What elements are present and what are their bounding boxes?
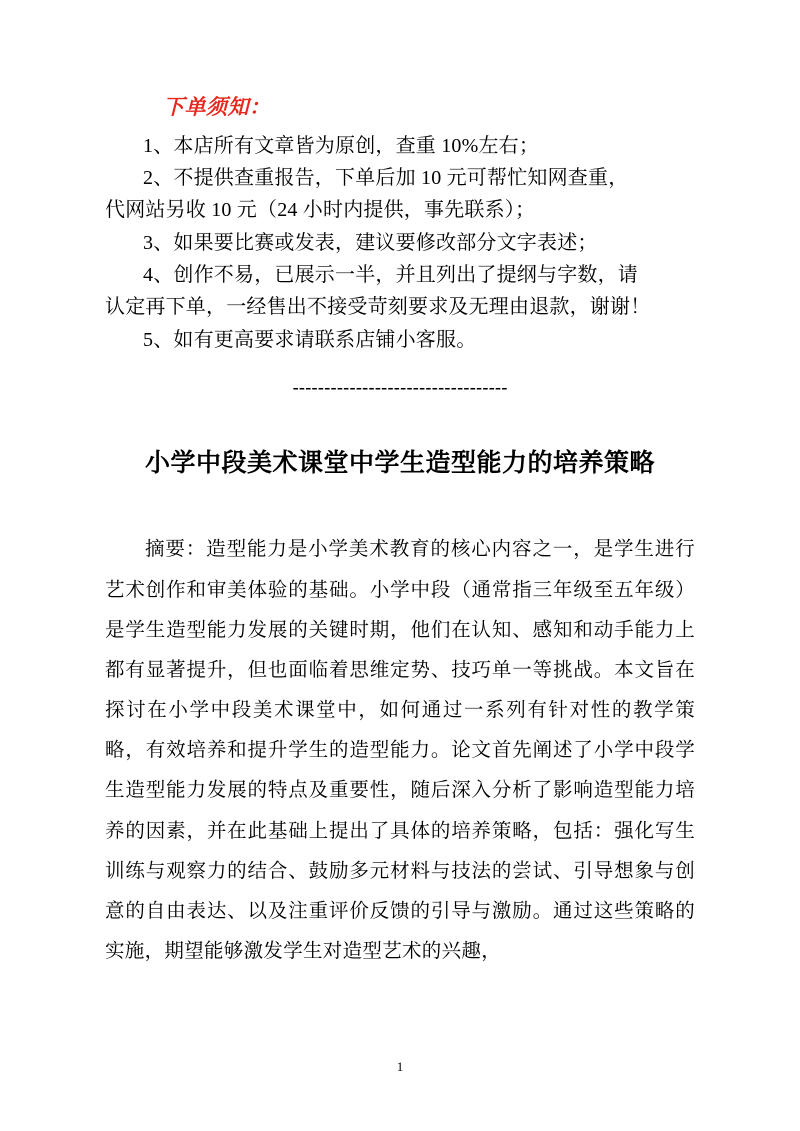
notice-line-2: 2、不提供查重报告，下单后加 10 元可帮忙知网查重，: [143, 166, 629, 189]
order-notice-block: [105, 92, 695, 356]
notice-title: 下单须知：: [163, 95, 271, 119]
notice-line-4: 4、创作不易，已展示一半，并且列出了提纲与字数，请: [143, 264, 638, 287]
notice-line-3: 3、如果要比赛或发表，建议要修改部分文字表述；: [143, 231, 598, 254]
abstract-text: 摘要：造型能力是小学美术教育的核心内容之一，是学生进行艺术创作和审美体验的基础。小学中段（通常指三年级至五年级）是学生造型能力发展的关键时期，他们在认知、感知和动手能力上都有显著提升，但也面临着思维定势、技巧单一等挑战。本文旨在探讨在小学中段美术课堂中，如何通过一系列有针对性的教学策略，有效培养和提升学生的造型能力。论文首先阐述了小学中段学生造型能力发展的特点及重要性，随后深入分析了影响造型能力培养的因素，并在此基础上提出了具体的培养策略，包括：强化写生训练与观察力的结合、鼓励多元材料与技法的尝试、引导想象与创意的自由表达、以及注重评价反馈的引导与激励。通过这些策略的实施，期望能够激发学生对造型艺术的兴趣，: [105, 539, 695, 963]
abstract-section: [105, 530, 695, 972]
notice-line-2-cont: 代网站另收 10 元（24 小时内提供，事先联系）；: [105, 199, 536, 222]
section-divider: ----------------------------------: [292, 378, 508, 400]
page-title: 小学中段美术课堂中学生造型能力的培养策略: [144, 450, 655, 478]
page-number: 1: [396, 1059, 404, 1074]
notice-line-4-cont: 认定再下单，一经售出不接受苛刻要求及无理由退款，谢谢！: [105, 296, 651, 319]
notice-line-1: 1、本店所有文章皆为原创，查重 10%左右；: [143, 134, 540, 157]
notice-line-5: 5、如有更高要求请联系店铺小客服。: [143, 328, 477, 351]
